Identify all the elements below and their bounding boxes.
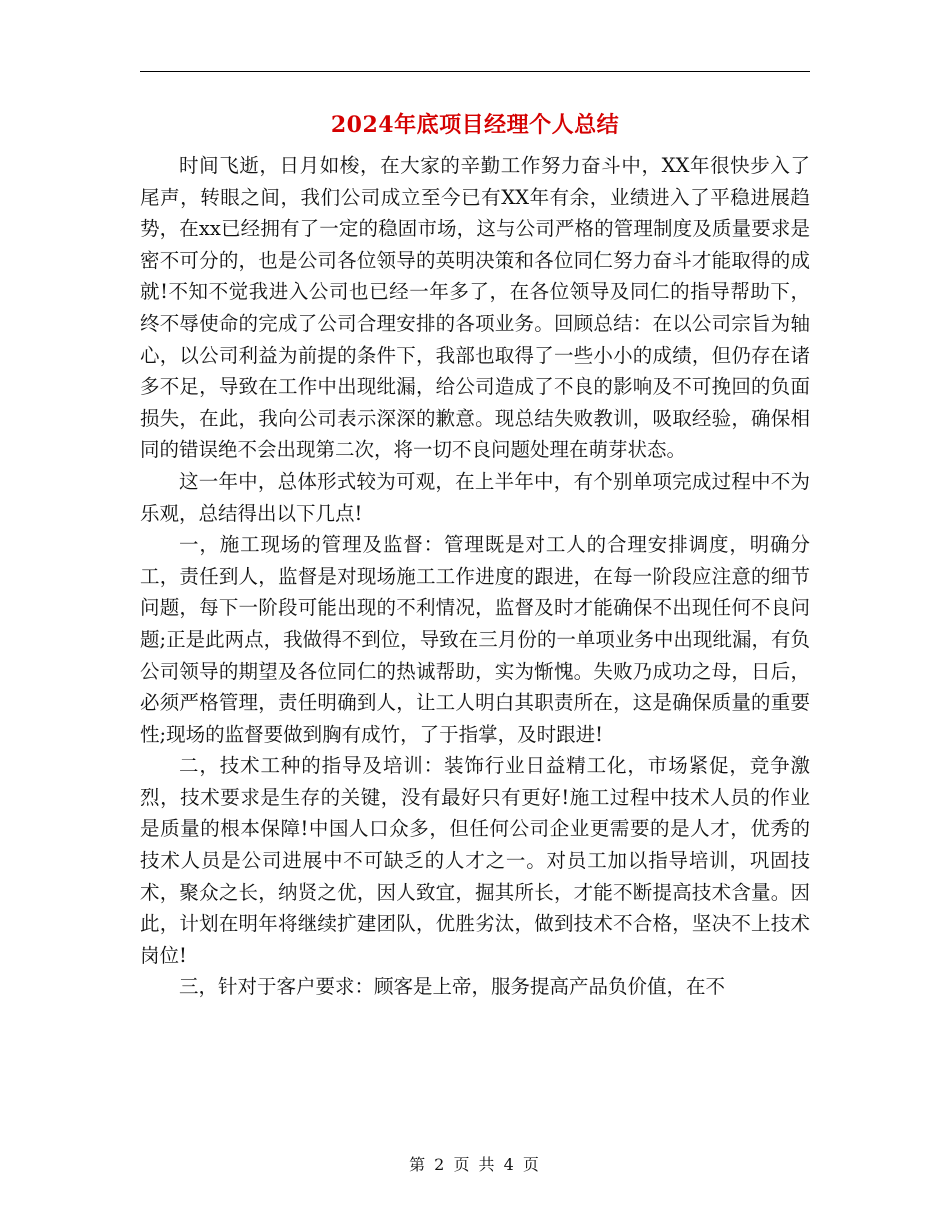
paragraph-point-three: 三，针对于客户要求：顾客是上帝，服务提高产品负价值，在不: [179, 975, 726, 999]
page-number-footer: 第 2 页 共 4 页: [409, 1155, 541, 1174]
paragraph-point-one: 一，施工现场的管理及监督：管理既是对工人的合理安排调度，明确分工，责任到人，监督是对现场施工工作进度的跟进，在每一阶段应注意的细节问题，每下一阶段可能出现的不利情况，监督及时才能确保不出现任何不良问题;正是此两点，我做得不到位，导致在三月份的一单项业务中出现纰漏，有负公司领导的期望及各位同仁的热诚帮助，实为惭愧。失败乃成功之母，日后，必须严格管理，责任明确到人，让工人明白其职责所在，这是确保质量的重要性;现场的监督要做到胸有成竹，了于指掌，及时跟进!: [140, 533, 810, 746]
document-title: 2024年底项目经理个人总结: [330, 112, 620, 138]
paragraph-overview: 这一年中，总体形式较为可观，在上半年中，有个别单项完成过程中不为乐观，总结得出以下几点!: [140, 469, 810, 525]
header-rule: [140, 71, 810, 72]
paragraph-point-two: 二，技术工种的指导及培训：装饰行业日益精工化，市场紧促，竞争激烈，技术要求是生存的关键，没有最好只有更好!施工过程中技术人员的作业是质量的根本保障!中国人口众多，但任何公司企业更需要的是人才，优秀的技术人员是公司进展中不可缺乏的人才之一。对员工加以指导培训，巩固技术，聚众之长，纳贤之优，因人致宜，掘其所长，才能不断提高技术含量。因此，计划在明年将继续扩建团队，优胜劣汰，做到技术不合格，坚决不上技术岗位!: [140, 754, 810, 967]
document-body: [140, 150, 810, 1003]
paragraph-intro: 时间飞逝，日月如梭，在大家的辛勤工作努力奋斗中，XX年很快步入了尾声，转眼之间，我们公司成立至今已有XX年有余，业绩进入了平稳进展趋势，在xx已经拥有了一定的稳固市场，这与公司严格的管理制度及质量要求是密不可分的，也是公司各位领导的英明决策和各位同仁努力奋斗才能取得的成就!不知不觉我进入公司也已经一年多了，在各位领导及同仁的指导帮助下，终不辱使命的完成了公司合理安排的各项业务。回顾总结：在以公司宗旨为轴心，以公司利益为前提的条件下，我部也取得了一些小小的成绩，但仍存在诸多不足，导致在工作中出现纰漏，给公司造成了不良的影响及不可挽回的负面损失，在此，我向公司表示深深的歉意。现总结失败教训，吸取经验，确保相同的错误绝不会出现第二次，将一切不良问题处理在萌芽状态。: [140, 154, 810, 462]
